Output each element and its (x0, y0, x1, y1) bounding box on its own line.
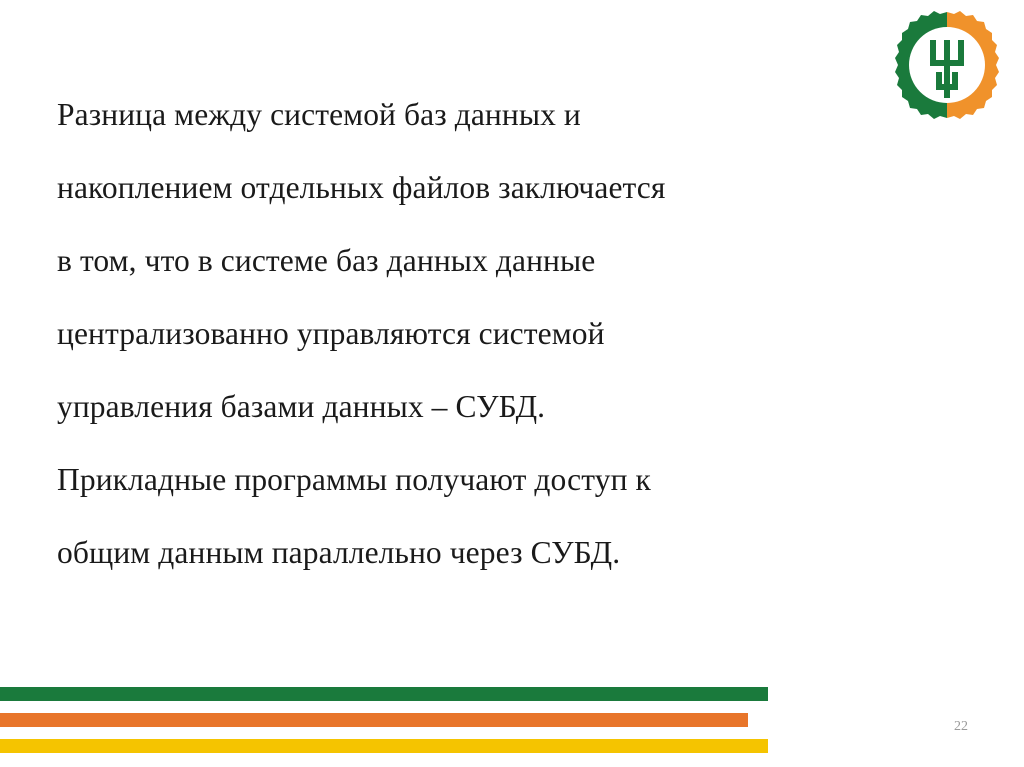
slide-body-text (57, 78, 877, 589)
orange-bar (0, 713, 748, 727)
body-line: накоплением отдельных файлов заключается (57, 170, 666, 205)
body-line: общим данным параллельно через СУБД. (57, 535, 621, 570)
green-bar (0, 687, 768, 701)
body-line: централизованно управляются системой (57, 316, 605, 351)
yellow-bar (0, 739, 768, 753)
page-number: 22 (954, 719, 968, 734)
body-line: Прикладные программы получают доступ к (57, 462, 651, 497)
decorative-bars (0, 687, 1024, 767)
body-line: управления базами данных – СУБД. (57, 389, 546, 424)
body-line: в том, что в системе баз данных данные (57, 243, 596, 278)
gear-emblem-icon (892, 10, 1002, 120)
body-line: Разница между системой баз данных и (57, 97, 581, 132)
